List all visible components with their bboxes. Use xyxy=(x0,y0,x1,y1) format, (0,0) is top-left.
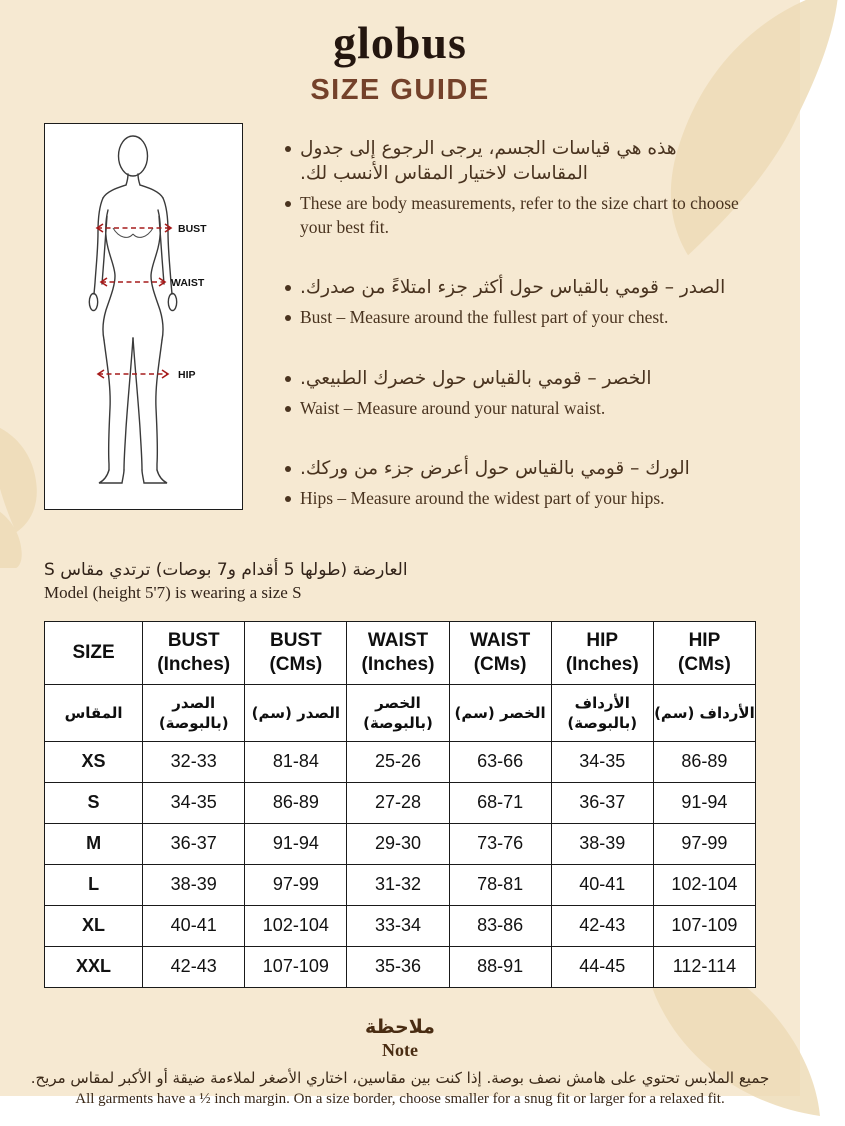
col-header-bust-inches: BUST (Inches) xyxy=(143,621,245,684)
bust-label: BUST xyxy=(178,223,207,235)
size-cell: XS xyxy=(45,741,143,782)
col-header-waist-inches: WAIST (Inches) xyxy=(347,621,449,684)
col-header-hip-cms-ar: الأرداف (سم) xyxy=(653,684,755,741)
waist-label: WAIST xyxy=(171,277,205,289)
measurement-cell: 73-76 xyxy=(449,823,551,864)
table-row xyxy=(45,946,756,987)
measurement-cell: 38-39 xyxy=(143,864,245,905)
bullet-english xyxy=(285,397,756,421)
instruction-text-en: Waist – Measure around your natural waist. xyxy=(300,397,606,418)
size-cell: L xyxy=(45,864,143,905)
col-header-bust-cms-ar: الصدر (سم) xyxy=(245,684,347,741)
table-row xyxy=(45,864,756,905)
instruction-text-en: Bust – Measure around the fullest part of your chest. xyxy=(300,307,669,328)
measurement-cell: 35-36 xyxy=(347,946,449,987)
measurement-cell: 40-41 xyxy=(143,905,245,946)
measurement-cell: 102-104 xyxy=(245,905,347,946)
bullet-english xyxy=(285,487,756,511)
measurement-cell: 86-89 xyxy=(245,782,347,823)
measurement-cell: 86-89 xyxy=(653,741,755,782)
size-cell: M xyxy=(45,823,143,864)
col-header-hip-inches: HIP (Inches) xyxy=(551,621,653,684)
col-header-hip-cms: HIP (CMs) xyxy=(653,621,755,684)
size-cell: S xyxy=(45,782,143,823)
measurement-cell: 40-41 xyxy=(551,864,653,905)
bullet-icon xyxy=(285,406,291,412)
size-chart-table xyxy=(44,621,756,988)
measurement-cell: 34-35 xyxy=(551,741,653,782)
brand-logo: globus xyxy=(333,17,467,68)
bullet-icon xyxy=(285,285,291,291)
bullet-arabic xyxy=(285,457,756,482)
measurement-cell: 36-37 xyxy=(143,823,245,864)
measurement-cell: 97-99 xyxy=(653,823,755,864)
measurement-cell: 91-94 xyxy=(245,823,347,864)
bullet-english xyxy=(285,192,756,239)
measurement-cell: 97-99 xyxy=(245,864,347,905)
measurement-cell: 25-26 xyxy=(347,741,449,782)
note-body-ar: جميع الملابس تحتوي على هامش نصف بوصة. إذا كنت بين مقاسين، اختاري الأصغر لملاءمة ضيقة أو الأكبر لمقاس مريح. xyxy=(30,1068,770,1087)
measurement-cell: 63-66 xyxy=(449,741,551,782)
table-row xyxy=(45,823,756,864)
table-row xyxy=(45,905,756,946)
instruction-group xyxy=(285,137,756,239)
instruction-text-en: Hips – Measure around the widest part of your hips. xyxy=(300,488,665,509)
measurement-cell: 44-45 xyxy=(551,946,653,987)
size-cell: XL xyxy=(45,905,143,946)
body-figure-illustration xyxy=(45,124,242,509)
measurement-cell: 91-94 xyxy=(653,782,755,823)
measurement-cell: 32-33 xyxy=(143,741,245,782)
instruction-group xyxy=(285,367,756,421)
table-row xyxy=(45,741,756,782)
figure-head xyxy=(119,136,148,176)
measurement-cell: 102-104 xyxy=(653,864,755,905)
measurement-cell: 34-35 xyxy=(143,782,245,823)
size-table-body xyxy=(45,741,756,987)
col-header-bust-cms: BUST (CMs) xyxy=(245,621,347,684)
instruction-text-ar: الخصر – قومي بالقياس حول خصرك الطبيعي. xyxy=(300,367,652,389)
measurement-cell: 42-43 xyxy=(143,946,245,987)
col-header-waist-cms-ar: الخصر (سم) xyxy=(449,684,551,741)
bullet-icon xyxy=(285,201,291,207)
hip-label: HIP xyxy=(178,369,196,381)
main-content xyxy=(0,107,800,548)
col-header-size: SIZE xyxy=(45,621,143,684)
table-row xyxy=(45,782,756,823)
col-header-waist-inches-ar: الخصر (بالبوصة) xyxy=(347,684,449,741)
bullet-icon xyxy=(285,376,291,382)
measurement-cell: 68-71 xyxy=(449,782,551,823)
header-row-arabic xyxy=(45,684,756,741)
measurement-cell: 112-114 xyxy=(653,946,755,987)
bullet-icon xyxy=(285,146,291,152)
measurement-cell: 36-37 xyxy=(551,782,653,823)
bullet-icon xyxy=(285,315,291,321)
instruction-text-en: These are body measurements, refer to the size chart to choose your best fit. xyxy=(300,192,739,237)
measurement-cell: 31-32 xyxy=(347,864,449,905)
measurement-cell: 33-34 xyxy=(347,905,449,946)
measurement-cell: 107-109 xyxy=(653,905,755,946)
bullet-icon xyxy=(285,496,291,502)
instruction-group xyxy=(285,457,756,511)
header-row-english xyxy=(45,621,756,684)
bullet-icon xyxy=(285,466,291,472)
measurement-cell: 107-109 xyxy=(245,946,347,987)
col-header-bust-inches-ar: الصدر (بالبوصة) xyxy=(143,684,245,741)
measurement-cell: 42-43 xyxy=(551,905,653,946)
col-header-hip-inches-ar: الأرداف (بالبوصة) xyxy=(551,684,653,741)
size-cell: XXL xyxy=(45,946,143,987)
model-note xyxy=(0,548,800,603)
col-header-size-ar: المقاس xyxy=(45,684,143,741)
model-note-en: Model (height 5'7) is wearing a size S xyxy=(44,582,302,602)
measurement-cell: 29-30 xyxy=(347,823,449,864)
model-note-ar: العارضة (طولها 5 أقدام و7 بوصات) ترتدي مقاس S xyxy=(44,559,408,580)
instruction-text-ar: الورك – قومي بالقياس حول أعرض جزء من وركك. xyxy=(300,458,690,480)
measurement-cell: 78-81 xyxy=(449,864,551,905)
instruction-group xyxy=(285,276,756,330)
note-title-en: Note xyxy=(382,1039,418,1060)
bullet-english xyxy=(285,306,756,330)
instruction-text-ar: الصدر – قومي بالقياس حول أكثر جزء امتلاءً من صدرك. xyxy=(300,277,726,299)
measurement-instructions xyxy=(243,123,756,548)
measurement-cell: 81-84 xyxy=(245,741,347,782)
instruction-text-ar: هذه هي قياسات الجسم، يرجى الرجوع إلى جدول المقاسات لاختيار المقاس الأنسب لك. xyxy=(300,138,677,184)
bullet-arabic xyxy=(285,137,756,187)
note-title-ar: ملاحظة xyxy=(365,1015,435,1038)
note-section xyxy=(0,1016,800,1108)
measurement-cell: 83-86 xyxy=(449,905,551,946)
body-figure-box xyxy=(44,123,243,510)
col-header-waist-cms: WAIST (CMs) xyxy=(449,621,551,684)
note-body-en: All garments have a ½ inch margin. On a size border, choose smaller for a snug fit or larger for a relaxed fit. xyxy=(75,1090,725,1107)
page-title: SIZE GUIDE xyxy=(310,74,490,106)
measurement-cell: 88-91 xyxy=(449,946,551,987)
measurement-cell: 38-39 xyxy=(551,823,653,864)
bullet-arabic xyxy=(285,367,756,392)
measurement-cell: 27-28 xyxy=(347,782,449,823)
bullet-arabic xyxy=(285,276,756,301)
